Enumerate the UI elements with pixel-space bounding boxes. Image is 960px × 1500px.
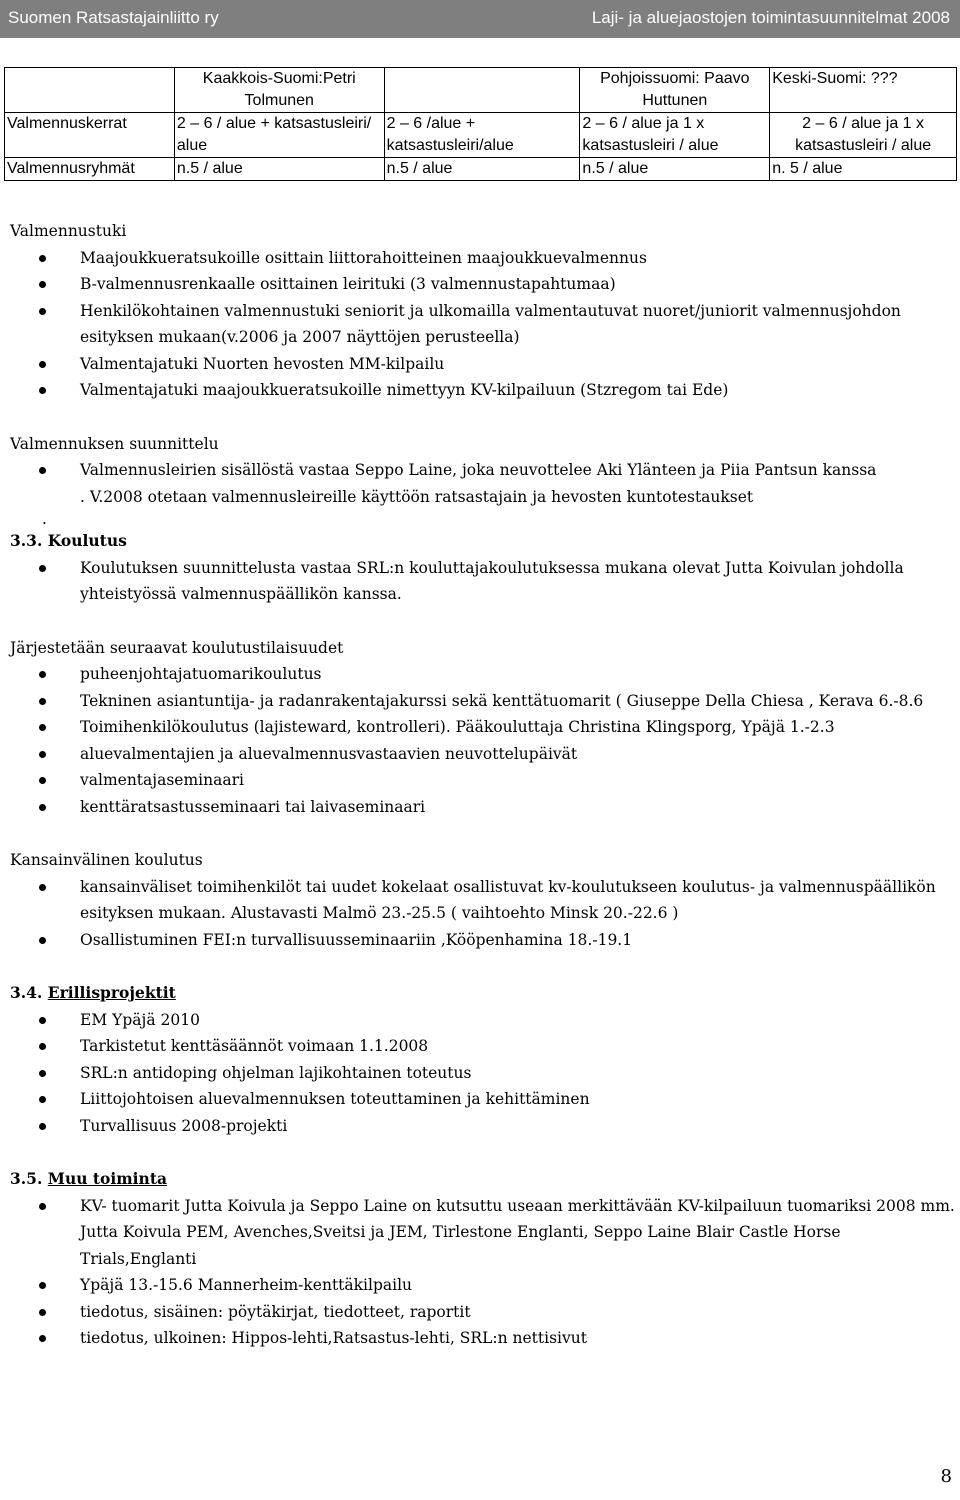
list-item: tiedotus, sisäinen: pöytäkirjat, tiedotteet, raportit xyxy=(10,1299,955,1326)
list-item: Valmentajatuki maajoukkueratsukoille nimettyyn KV-kilpailuun (Stzregom tai Ede) xyxy=(10,377,955,404)
section-number: 3.5. xyxy=(10,1169,43,1188)
section-heading-kansainvalinen: Kansainvälinen koulutus xyxy=(10,851,203,869)
table-row xyxy=(5,68,957,113)
table-cell: n.5 / alue xyxy=(580,158,770,181)
stray-dot: . xyxy=(42,510,47,528)
section-number: 3.4. xyxy=(10,983,43,1002)
list-item: KV- tuomarit Jutta Koivula ja Seppo Laine on kutsuttu useaan merkittävään KV-kilpailuun tuomariksi 2008 mm. Jutta Koivula PEM, Avenches,Sveitsi ja JEM, Tirlestone Englanti, Seppo Laine Blair Castle Horse Trials,Englanti xyxy=(10,1193,955,1273)
table-cell: Valmennusryhmät xyxy=(5,158,175,181)
list-item: Tarkistetut kenttäsäännöt voimaan 1.1.2008 xyxy=(10,1033,955,1060)
tilaisuudet-list xyxy=(10,661,955,820)
section-title: Erillisprojektit xyxy=(47,983,176,1002)
muu-list xyxy=(10,1193,955,1352)
table-cell: 2 – 6 / alue + katsastusleiri/ alue xyxy=(174,113,384,158)
document-body xyxy=(10,218,955,1352)
page-header xyxy=(0,0,960,38)
list-item: valmentajaseminaari xyxy=(10,767,955,794)
section-heading-suunnittelu: Valmennuksen suunnittelu xyxy=(10,434,219,453)
list-item: Osallistuminen FEI:n turvallisuusseminaariin ,Kööpenhamina 18.-19.1 xyxy=(10,927,955,954)
list-item: aluevalmentajien ja aluevalmennusvastaavien neuvottelupäivät xyxy=(10,741,955,768)
list-item: Valmennusleirien sisällöstä vastaa Seppo Laine, joka neuvottelee Aki Ylänteen ja Piia Pantsun kanssa xyxy=(10,457,955,484)
list-item: B-valmennusrenkaalle osittainen leirituki (3 valmennustapahtumaa) xyxy=(10,271,955,298)
list-item: Tekninen asiantuntija- ja radanrakentajakurssi sekä kenttätuomarit ( Giuseppe Della Chiesa , Kerava 6.-8.6 xyxy=(10,688,955,715)
list-item: tiedotus, ulkoinen: Hippos-lehti,Ratsastus-lehti, SRL:n nettisivut xyxy=(10,1325,955,1352)
section-heading-tilaisuudet: Järjestetään seuraavat koulutustilaisuudet xyxy=(10,638,344,657)
section-heading-valmennustuki: Valmennustuki xyxy=(10,222,127,240)
section-heading-muu xyxy=(10,1166,955,1193)
section-title: Koulutus xyxy=(47,531,127,550)
table-cell xyxy=(384,68,580,113)
page-number: 8 xyxy=(940,1466,952,1487)
table-cell: Kaakkois-Suomi:Petri Tolmunen xyxy=(174,68,384,113)
section-number: 3.3. xyxy=(10,531,43,550)
table-cell: Keski-Suomi: ??? xyxy=(770,68,957,113)
list-item: SRL:n antidoping ohjelman lajikohtainen toteutus xyxy=(10,1060,955,1087)
list-item: kenttäratsastusseminaari tai laivaseminaari xyxy=(10,794,955,821)
section-heading-erillisprojektit xyxy=(10,980,955,1007)
table-row xyxy=(5,158,957,181)
list-item: Turvallisuus 2008-projekti xyxy=(10,1113,955,1140)
valmennustuki-list xyxy=(10,245,955,404)
table-cell: n.5 / alue xyxy=(174,158,384,181)
kansainvalinen-list xyxy=(10,874,955,954)
table-cell: 2 – 6 /alue + katsastusleiri/alue xyxy=(384,113,580,158)
list-item: kansainväliset toimihenkilöt tai uudet kokelaat osallistuvat kv-koulutukseen koulutus- ja valmennuspäällikön esityksen mukaan. Alustavasti Malmö 23.-25.5 ( vaihtoehto Minsk 20.-22.6 ) xyxy=(10,874,955,927)
header-document-title: Laji- ja aluejaostojen toimintasuunnitelmat 2008 xyxy=(591,8,950,27)
list-item: Maajoukkueratsukoille osittain liittorahoitteinen maajoukkuevalmennus xyxy=(10,245,955,272)
list-item: Toimihenkilökoulutus (lajisteward, kontrolleri). Pääkouluttaja Christina Klingsporg, Ypäjä 1.-2.3 xyxy=(10,714,955,741)
list-item: puheenjohtajatuomarikoulutus xyxy=(10,661,955,688)
list-item: Valmentajatuki Nuorten hevosten MM-kilpailu xyxy=(10,351,955,378)
table-cell: Pohjoissuomi: Paavo Huttunen xyxy=(580,68,770,113)
table-cell: n. 5 / alue xyxy=(770,158,957,181)
training-table xyxy=(4,67,957,181)
table-cell: 2 – 6 / alue ja 1 x katsastusleiri / alue xyxy=(770,113,957,158)
table-cell: n.5 / alue xyxy=(384,158,580,181)
table-cell xyxy=(5,68,175,113)
header-organization: Suomen Ratsastajainliitto ry xyxy=(8,8,219,27)
koulutus-list xyxy=(10,555,955,608)
list-item: EM Ypäjä 2010 xyxy=(10,1007,955,1034)
section-title: Muu toiminta xyxy=(47,1169,168,1188)
list-item: Henkilökohtainen valmennustuki seniorit ja ulkomailla valmentautuvat nuoret/juniorit valmennusjohdon esityksen mukaan(v.2006 ja 2007 näyttöjen perusteella) xyxy=(10,298,955,351)
list-item: Ypäjä 13.-15.6 Mannerheim-kenttäkilpailu xyxy=(10,1272,955,1299)
erillisprojektit-list xyxy=(10,1007,955,1140)
list-item: Koulutuksen suunnittelusta vastaa SRL:n kouluttajakoulutuksessa mukana olevat Jutta Koivulan johdolla yhteistyössä valmennuspäällikön kanssa. xyxy=(10,555,955,608)
list-item: Liittojohtoisen aluevalmennuksen toteuttaminen ja kehittäminen xyxy=(10,1086,955,1113)
section-heading-koulutus xyxy=(10,528,955,555)
suunnittelu-list xyxy=(10,457,955,484)
continuation-text: . V.2008 otetaan valmennusleireille käyttöön ratsastajain ja hevosten kuntotestaukset xyxy=(80,487,754,506)
table-cell: 2 – 6 / alue ja 1 x katsastusleiri / alue xyxy=(580,113,770,158)
table-cell: Valmennuskerrat xyxy=(5,113,175,158)
table-row xyxy=(5,113,957,158)
